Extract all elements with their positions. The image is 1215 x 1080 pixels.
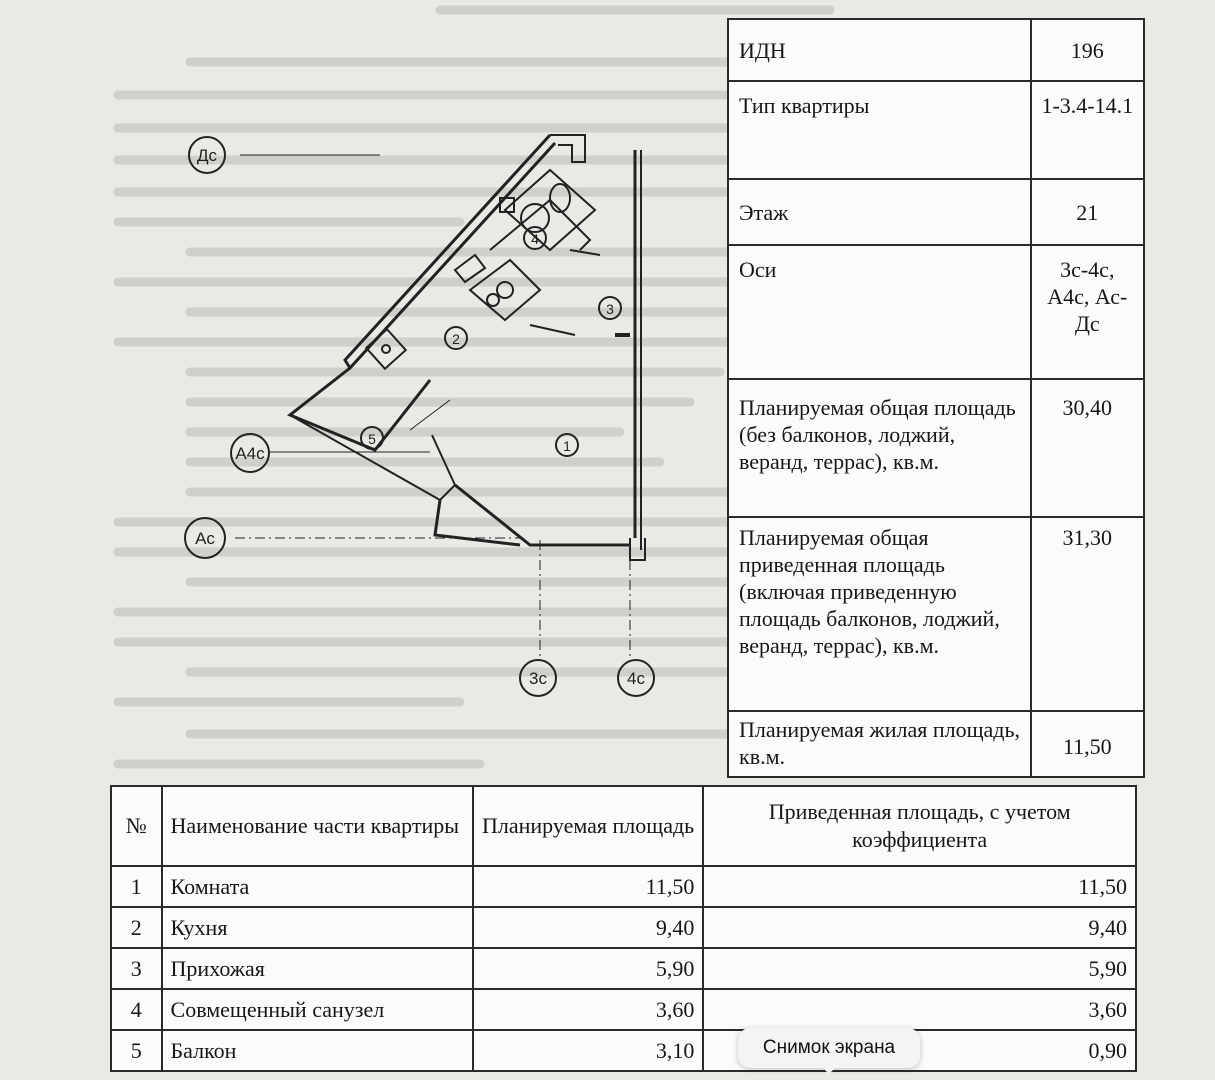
header-no: № xyxy=(111,786,162,866)
cell-name: Прихожая xyxy=(162,948,473,989)
info-value: 31,30 xyxy=(1031,517,1144,711)
cell-no: 2 xyxy=(111,907,162,948)
rooms-table xyxy=(110,785,1137,1072)
room-number-3: 3 xyxy=(606,301,614,317)
axis-label-a4s: А4с xyxy=(235,444,265,463)
info-label: Тип квартиры xyxy=(728,81,1031,179)
room-number-1: 1 xyxy=(563,438,571,454)
cell-name: Балкон xyxy=(162,1030,473,1071)
info-row xyxy=(728,81,1144,179)
axis-label-3s: 3с xyxy=(529,669,547,688)
info-row xyxy=(728,179,1144,245)
cell-reduced: 3,60 xyxy=(703,989,1136,1030)
header-reduced-area: Приведенная площадь, с учетом коэффициента xyxy=(703,786,1136,866)
screenshot-tooltip[interactable]: Снимок экрана xyxy=(738,1028,920,1068)
cell-name: Комната xyxy=(162,866,473,907)
cell-area: 3,10 xyxy=(473,1030,703,1071)
info-label: Планируемая общая приведенная площадь (включая приведенную площадь балконов, лоджий, веранд, террас), кв.м. xyxy=(728,517,1031,711)
apartment-info-table xyxy=(727,18,1145,778)
info-value: 196 xyxy=(1031,19,1144,81)
info-row xyxy=(728,711,1144,777)
cell-reduced: 9,40 xyxy=(703,907,1136,948)
info-value: 3с-4с, А4с, Ас-Дс xyxy=(1031,245,1144,379)
axis-label-4s: 4с xyxy=(627,669,645,688)
tooltip-pointer xyxy=(821,1066,837,1074)
rooms-table-header xyxy=(111,786,1136,866)
floor-plan xyxy=(110,90,730,730)
info-label: Этаж xyxy=(728,179,1031,245)
table-row xyxy=(111,948,1136,989)
cell-no: 4 xyxy=(111,989,162,1030)
info-row xyxy=(728,19,1144,81)
info-label: Оси xyxy=(728,245,1031,379)
info-row xyxy=(728,245,1144,379)
table-row xyxy=(111,989,1136,1030)
info-row xyxy=(728,379,1144,517)
cell-area: 5,90 xyxy=(473,948,703,989)
header-name: Наименование части квартиры xyxy=(162,786,473,866)
cell-reduced: 5,90 xyxy=(703,948,1136,989)
table-row xyxy=(111,907,1136,948)
info-label: ИДН xyxy=(728,19,1031,81)
info-value: 21 xyxy=(1031,179,1144,245)
room-number-5: 5 xyxy=(368,431,376,447)
room-number-4: 4 xyxy=(531,231,539,247)
info-value: 1-3.4-14.1 xyxy=(1031,81,1144,179)
table-row xyxy=(111,1030,1136,1071)
table-row xyxy=(111,866,1136,907)
cell-area: 9,40 xyxy=(473,907,703,948)
cell-no: 1 xyxy=(111,866,162,907)
info-row xyxy=(728,517,1144,711)
cell-reduced: 0,90 xyxy=(703,1030,1136,1071)
cell-reduced: 11,50 xyxy=(703,866,1136,907)
header-area: Планируемая площадь xyxy=(473,786,703,866)
cell-area: 11,50 xyxy=(473,866,703,907)
info-label: Планируемая общая площадь (без балконов, лоджий, веранд, террас), кв.м. xyxy=(728,379,1031,517)
axis-label-ds: Дс xyxy=(196,146,218,165)
cell-no: 3 xyxy=(111,948,162,989)
info-value: 11,50 xyxy=(1031,711,1144,777)
cell-name: Совмещенный санузел xyxy=(162,989,473,1030)
cell-no: 5 xyxy=(111,1030,162,1071)
room-number-2: 2 xyxy=(452,331,460,347)
cell-name: Кухня xyxy=(162,907,473,948)
axis-label-as: Ас xyxy=(195,529,215,548)
info-value: 30,40 xyxy=(1031,379,1144,517)
info-label: Планируемая жилая площадь, кв.м. xyxy=(728,711,1031,777)
cell-area: 3,60 xyxy=(473,989,703,1030)
